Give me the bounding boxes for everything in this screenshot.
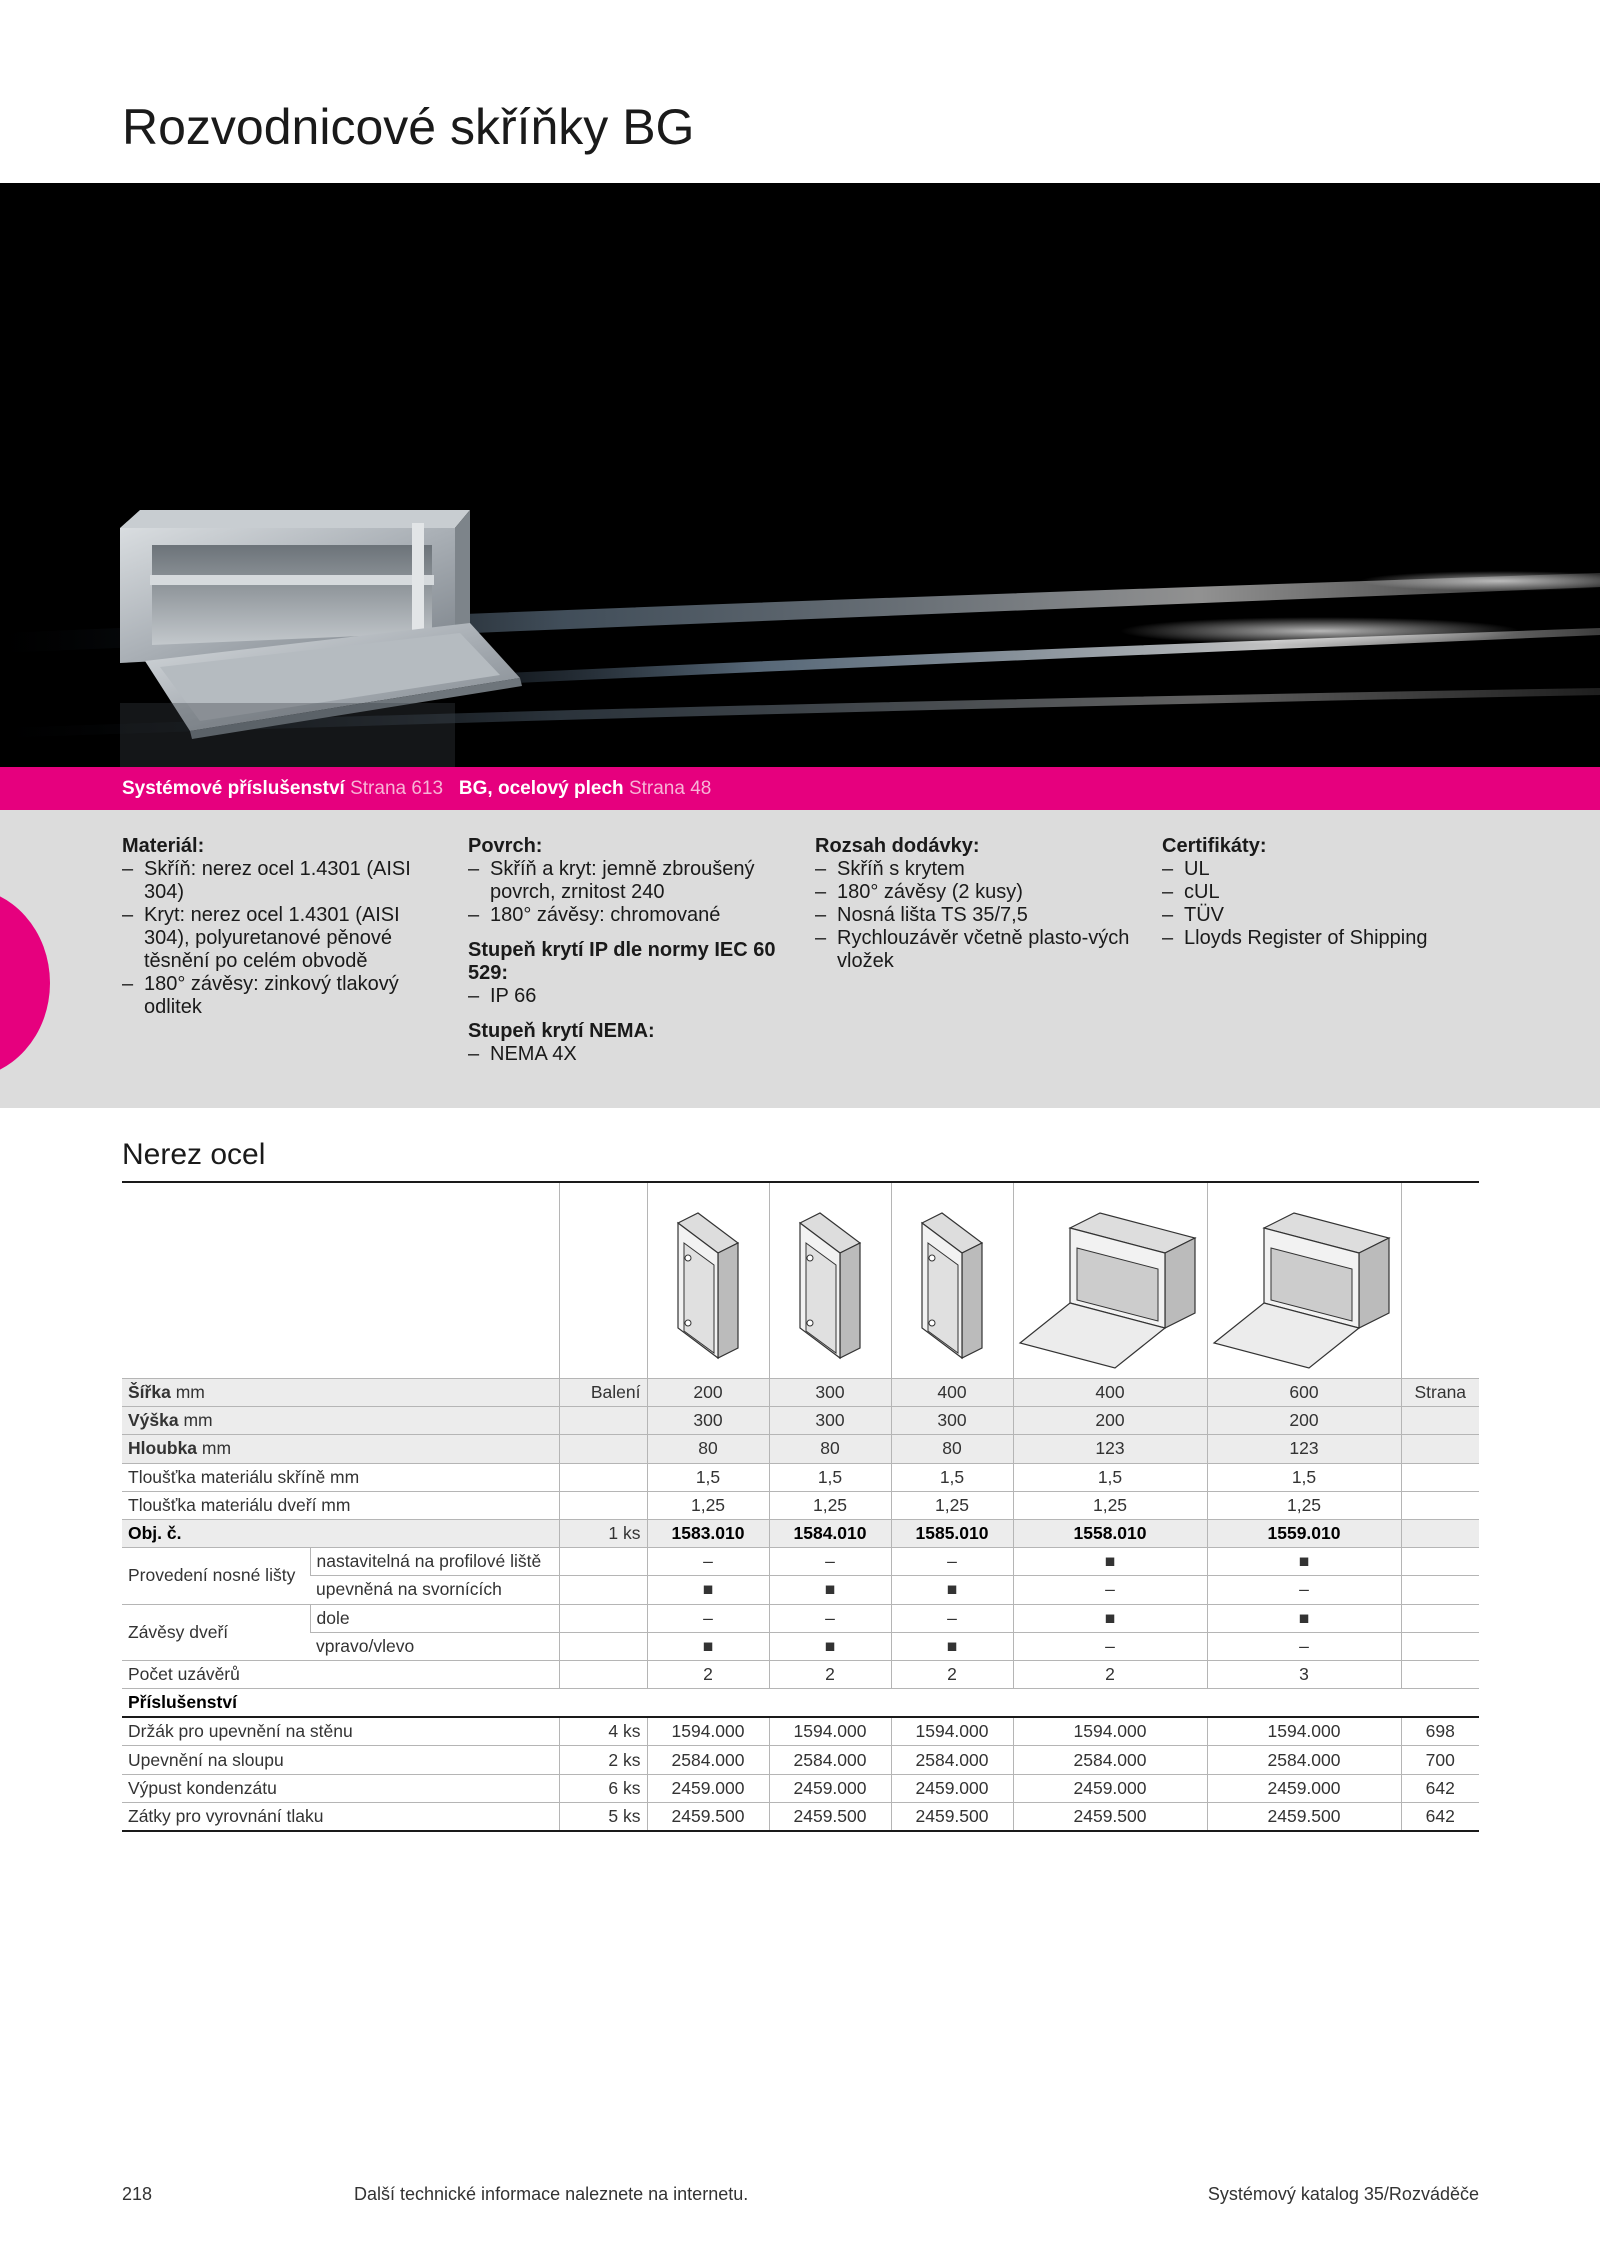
steel-page: Strana 48	[628, 778, 712, 799]
accessory-row	[122, 1746, 1479, 1774]
row-label: Zátky pro vyrovnání tlaku	[122, 1802, 559, 1831]
list-item: – NEMA 4X	[468, 1043, 788, 1066]
table-cell: 1,5	[891, 1463, 1013, 1491]
table-cell: ■	[647, 1576, 769, 1604]
table-cell: 1594.000	[769, 1717, 891, 1746]
table-cell: 2	[769, 1660, 891, 1688]
certificates-list	[1162, 858, 1522, 950]
list-item: – 180° závěsy: zinkový tlakový odlitek	[122, 973, 442, 1019]
product-drawing-cell	[647, 1183, 769, 1379]
list-item: – Skříň s krytem	[815, 858, 1135, 881]
table-cell: 2459.500	[1013, 1802, 1207, 1831]
page-cell: 642	[1401, 1774, 1479, 1802]
accessories-heading-row	[122, 1689, 1479, 1718]
row-unit: mm	[175, 1382, 205, 1403]
list-item: – 180° závěsy: chromované	[468, 904, 788, 927]
table-cell: 1,25	[1013, 1491, 1207, 1519]
table-cell: 1,5	[1207, 1463, 1401, 1491]
table-cell: –	[891, 1604, 1013, 1632]
table-cell: –	[1207, 1576, 1401, 1604]
table-row	[122, 1519, 1479, 1547]
row-label: Upevnění na sloupu	[122, 1746, 559, 1774]
table-row	[122, 1407, 1479, 1435]
list-item: – UL	[1162, 858, 1522, 881]
page-cell: Strana	[1401, 1379, 1479, 1407]
table-cell: 2584.000	[891, 1746, 1013, 1774]
page-cell: 642	[1401, 1802, 1479, 1831]
row-label	[122, 1435, 559, 1463]
wide-enclosure-drawing	[1015, 1203, 1205, 1373]
list-item: – 180° závěsy (2 kusy)	[815, 881, 1135, 904]
pack-cell: 5 ks	[559, 1802, 647, 1831]
table-cell: 2459.000	[769, 1774, 891, 1802]
table-cell: 200	[1207, 1407, 1401, 1435]
pack-cell: 6 ks	[559, 1774, 647, 1802]
surface-heading: Povrch:	[468, 835, 543, 857]
product-drawing-cell	[891, 1183, 1013, 1379]
model-number: 1559.010	[1207, 1519, 1401, 1547]
product-drawing-cell	[1013, 1183, 1207, 1379]
list-item: – cUL	[1162, 881, 1522, 904]
pack-cell: 1 ks	[559, 1519, 647, 1547]
page-cell	[1401, 1548, 1479, 1576]
pack-cell	[559, 1576, 647, 1604]
nema-heading: Stupeň krytí NEMA:	[468, 1020, 655, 1042]
table-row	[122, 1632, 1479, 1660]
material-list	[122, 858, 442, 1019]
surface-column	[468, 835, 788, 1066]
row-label-bold: Šířka	[128, 1382, 171, 1403]
table-cell: 3	[1207, 1660, 1401, 1688]
pack-cell	[559, 1548, 647, 1576]
table-cell: 1,25	[769, 1491, 891, 1519]
table-cell: –	[1013, 1576, 1207, 1604]
table-cell: ■	[769, 1632, 891, 1660]
footer-note: Další technické informace naleznete na internetu.	[354, 2184, 749, 2204]
table-cell: 123	[1207, 1435, 1401, 1463]
page-cell	[1401, 1407, 1479, 1435]
table-cell: 1,5	[1013, 1463, 1207, 1491]
table-row	[122, 1491, 1479, 1519]
table-cell: 80	[647, 1435, 769, 1463]
pack-cell	[559, 1407, 647, 1435]
page-cell	[1401, 1604, 1479, 1632]
table-cell: –	[769, 1548, 891, 1576]
table-cell: 123	[1013, 1435, 1207, 1463]
page-cell: 700	[1401, 1746, 1479, 1774]
hero-product-image	[0, 183, 1600, 767]
table-cell: 1,25	[891, 1491, 1013, 1519]
table-cell: –	[1013, 1632, 1207, 1660]
table-row	[122, 1548, 1479, 1576]
nema-list	[468, 1043, 788, 1066]
blank-cell	[122, 1183, 559, 1379]
table-row	[122, 1660, 1479, 1688]
row-label: Obj. č.	[122, 1519, 559, 1547]
row-label: Počet uzávěrů	[122, 1660, 559, 1688]
row-label: Výpust kondenzátu	[122, 1774, 559, 1802]
table-cell: ■	[1207, 1604, 1401, 1632]
row-label: Tloušťka materiálu dveří mm	[122, 1491, 559, 1519]
delivery-column	[815, 835, 1135, 973]
reference-bar	[0, 767, 1600, 810]
row-label	[122, 1379, 559, 1407]
table-cell: –	[647, 1604, 769, 1632]
material-column	[122, 835, 442, 1019]
pack-cell	[559, 1435, 647, 1463]
page-cell: 698	[1401, 1717, 1479, 1746]
list-item: – Skříň: nerez ocel 1.4301 (AISI 304)	[122, 858, 442, 904]
row-label-bold: Výška	[128, 1410, 179, 1431]
table-cell: 1594.000	[1013, 1717, 1207, 1746]
table-cell: ■	[647, 1632, 769, 1660]
table-cell: 2584.000	[1207, 1746, 1401, 1774]
pack-cell	[559, 1463, 647, 1491]
table-cell: 1,25	[647, 1491, 769, 1519]
delivery-list	[815, 858, 1135, 973]
table-cell: –	[1207, 1632, 1401, 1660]
blank-cell	[559, 1183, 647, 1379]
blank-cell	[1401, 1183, 1479, 1379]
pack-cell	[559, 1491, 647, 1519]
list-item: – TÜV	[1162, 904, 1522, 927]
page-cell	[1401, 1576, 1479, 1604]
table-cell: ■	[1013, 1604, 1207, 1632]
table-cell: 400	[891, 1379, 1013, 1407]
table-cell: 80	[891, 1435, 1013, 1463]
accessory-row	[122, 1802, 1479, 1831]
table-cell: ■	[891, 1632, 1013, 1660]
list-item: – Lloyds Register of Shipping	[1162, 927, 1522, 950]
page-cell	[1401, 1491, 1479, 1519]
table-cell: 2584.000	[1013, 1746, 1207, 1774]
list-item: – Skříň a kryt: jemně zbroušený povrch, zrnitost 240	[468, 858, 788, 904]
table-cell: 300	[891, 1407, 1013, 1435]
list-item: – Rychlouzávěr včetně plasto-vých vložek	[815, 927, 1135, 973]
list-item: – Kryt: nerez ocel 1.4301 (AISI 304), polyuretanové pěnové těsnění po celém obvodě	[122, 904, 442, 973]
tall-enclosure-drawing	[770, 1203, 890, 1373]
row-label-bold: Hloubka	[128, 1438, 198, 1459]
pack-cell	[559, 1604, 647, 1632]
pack-cell	[559, 1632, 647, 1660]
table-cell: ■	[769, 1576, 891, 1604]
table-cell: 200	[1013, 1407, 1207, 1435]
footer-catalog: Systémový katalog 35/Rozváděče	[1207, 2184, 1479, 2204]
table-cell: 300	[769, 1407, 891, 1435]
table-cell: 300	[647, 1407, 769, 1435]
row-sublabel: vpravo/vlevo	[310, 1632, 559, 1660]
accessories-heading: Příslušenství	[122, 1689, 1479, 1718]
table-row	[122, 1435, 1479, 1463]
table-cell: 2459.500	[1207, 1802, 1401, 1831]
wide-enclosure-drawing	[1209, 1203, 1399, 1373]
row-label: Držák pro upevnění na stěnu	[122, 1717, 559, 1746]
tall-enclosure-drawing	[648, 1203, 768, 1373]
accessory-row	[122, 1717, 1479, 1746]
table-cell: –	[647, 1548, 769, 1576]
table-cell: 2459.500	[647, 1802, 769, 1831]
pack-cell: Balení	[559, 1379, 647, 1407]
table-cell: 2459.000	[647, 1774, 769, 1802]
row-sublabel: upevněná na svornících	[310, 1576, 559, 1604]
table-row	[122, 1604, 1479, 1632]
table-cell: 2	[647, 1660, 769, 1688]
spec-table	[122, 1183, 1479, 1832]
surface-list	[468, 858, 788, 927]
list-item: – IP 66	[468, 985, 788, 1008]
row-label	[122, 1407, 559, 1435]
table-cell: 2459.500	[891, 1802, 1013, 1831]
table-cell: ■	[1013, 1548, 1207, 1576]
table-cell: 1594.000	[1207, 1717, 1401, 1746]
list-item: – Nosná lišta TS 35/7,5	[815, 904, 1135, 927]
row-sublabel: nastavitelná na profilové liště	[310, 1548, 559, 1576]
table-cell: 1594.000	[891, 1717, 1013, 1746]
section-title: Nerez ocel	[122, 1138, 266, 1171]
table-cell: 2	[891, 1660, 1013, 1688]
row-unit: mm	[183, 1410, 213, 1431]
table-row	[122, 1576, 1479, 1604]
pack-cell	[559, 1660, 647, 1688]
material-heading: Materiál:	[122, 835, 205, 857]
page-number: 218	[122, 2184, 153, 2204]
table-cell: 1,5	[647, 1463, 769, 1491]
table-row	[122, 1379, 1479, 1407]
page-cell	[1401, 1435, 1479, 1463]
page-title: Rozvodnicové skříňky BG	[122, 99, 695, 155]
table-cell: 2	[1013, 1660, 1207, 1688]
model-number: 1585.010	[891, 1519, 1013, 1547]
table-cell: –	[891, 1548, 1013, 1576]
row-label: Závěsy dveří	[122, 1604, 310, 1660]
table-cell: 2459.500	[769, 1802, 891, 1831]
accessory-row	[122, 1774, 1479, 1802]
row-label: Provedení nosné lišty	[122, 1548, 310, 1604]
model-number: 1584.010	[769, 1519, 891, 1547]
delivery-heading: Rozsah dodávky:	[815, 835, 980, 857]
table-cell: ■	[891, 1576, 1013, 1604]
pack-cell: 2 ks	[559, 1746, 647, 1774]
table-cell: 2459.000	[1013, 1774, 1207, 1802]
page-cell	[1401, 1463, 1479, 1491]
table-cell: 400	[1013, 1379, 1207, 1407]
table-cell: 80	[769, 1435, 891, 1463]
table-cell: 2584.000	[769, 1746, 891, 1774]
table-cell: 2584.000	[647, 1746, 769, 1774]
row-label: Tloušťka materiálu skříně mm	[122, 1463, 559, 1491]
page-cell	[1401, 1519, 1479, 1547]
drawing-row	[122, 1183, 1479, 1379]
row-sublabel: dole	[310, 1604, 559, 1632]
pack-cell: 4 ks	[559, 1717, 647, 1746]
product-drawing-cell	[1207, 1183, 1401, 1379]
model-number: 1583.010	[647, 1519, 769, 1547]
ip-list	[468, 985, 788, 1008]
certificates-column	[1162, 835, 1522, 950]
table-cell: 600	[1207, 1379, 1401, 1407]
page-cell	[1401, 1660, 1479, 1688]
table-cell: 200	[647, 1379, 769, 1407]
table-cell: 2459.000	[1207, 1774, 1401, 1802]
table-cell: 1594.000	[647, 1717, 769, 1746]
table-cell: ■	[1207, 1548, 1401, 1576]
tall-enclosure-drawing	[892, 1203, 1012, 1373]
ip-heading: Stupeň krytí IP dle normy IEC 60 529:	[468, 939, 776, 984]
model-number: 1558.010	[1013, 1519, 1207, 1547]
table-cell: 300	[769, 1379, 891, 1407]
steel-link-label[interactable]: BG, ocelový plech	[458, 778, 624, 799]
table-cell: 1,5	[769, 1463, 891, 1491]
certificates-heading: Certifikáty:	[1162, 835, 1267, 857]
row-unit: mm	[201, 1438, 232, 1459]
table-row	[122, 1463, 1479, 1491]
table-cell: 1,25	[1207, 1491, 1401, 1519]
table-cell: –	[769, 1604, 891, 1632]
accessories-link-label[interactable]: Systémové příslušenství	[122, 778, 345, 799]
accessories-page: Strana 613	[350, 778, 444, 799]
table-cell: 2459.000	[891, 1774, 1013, 1802]
page-cell	[1401, 1632, 1479, 1660]
product-drawing-cell	[769, 1183, 891, 1379]
